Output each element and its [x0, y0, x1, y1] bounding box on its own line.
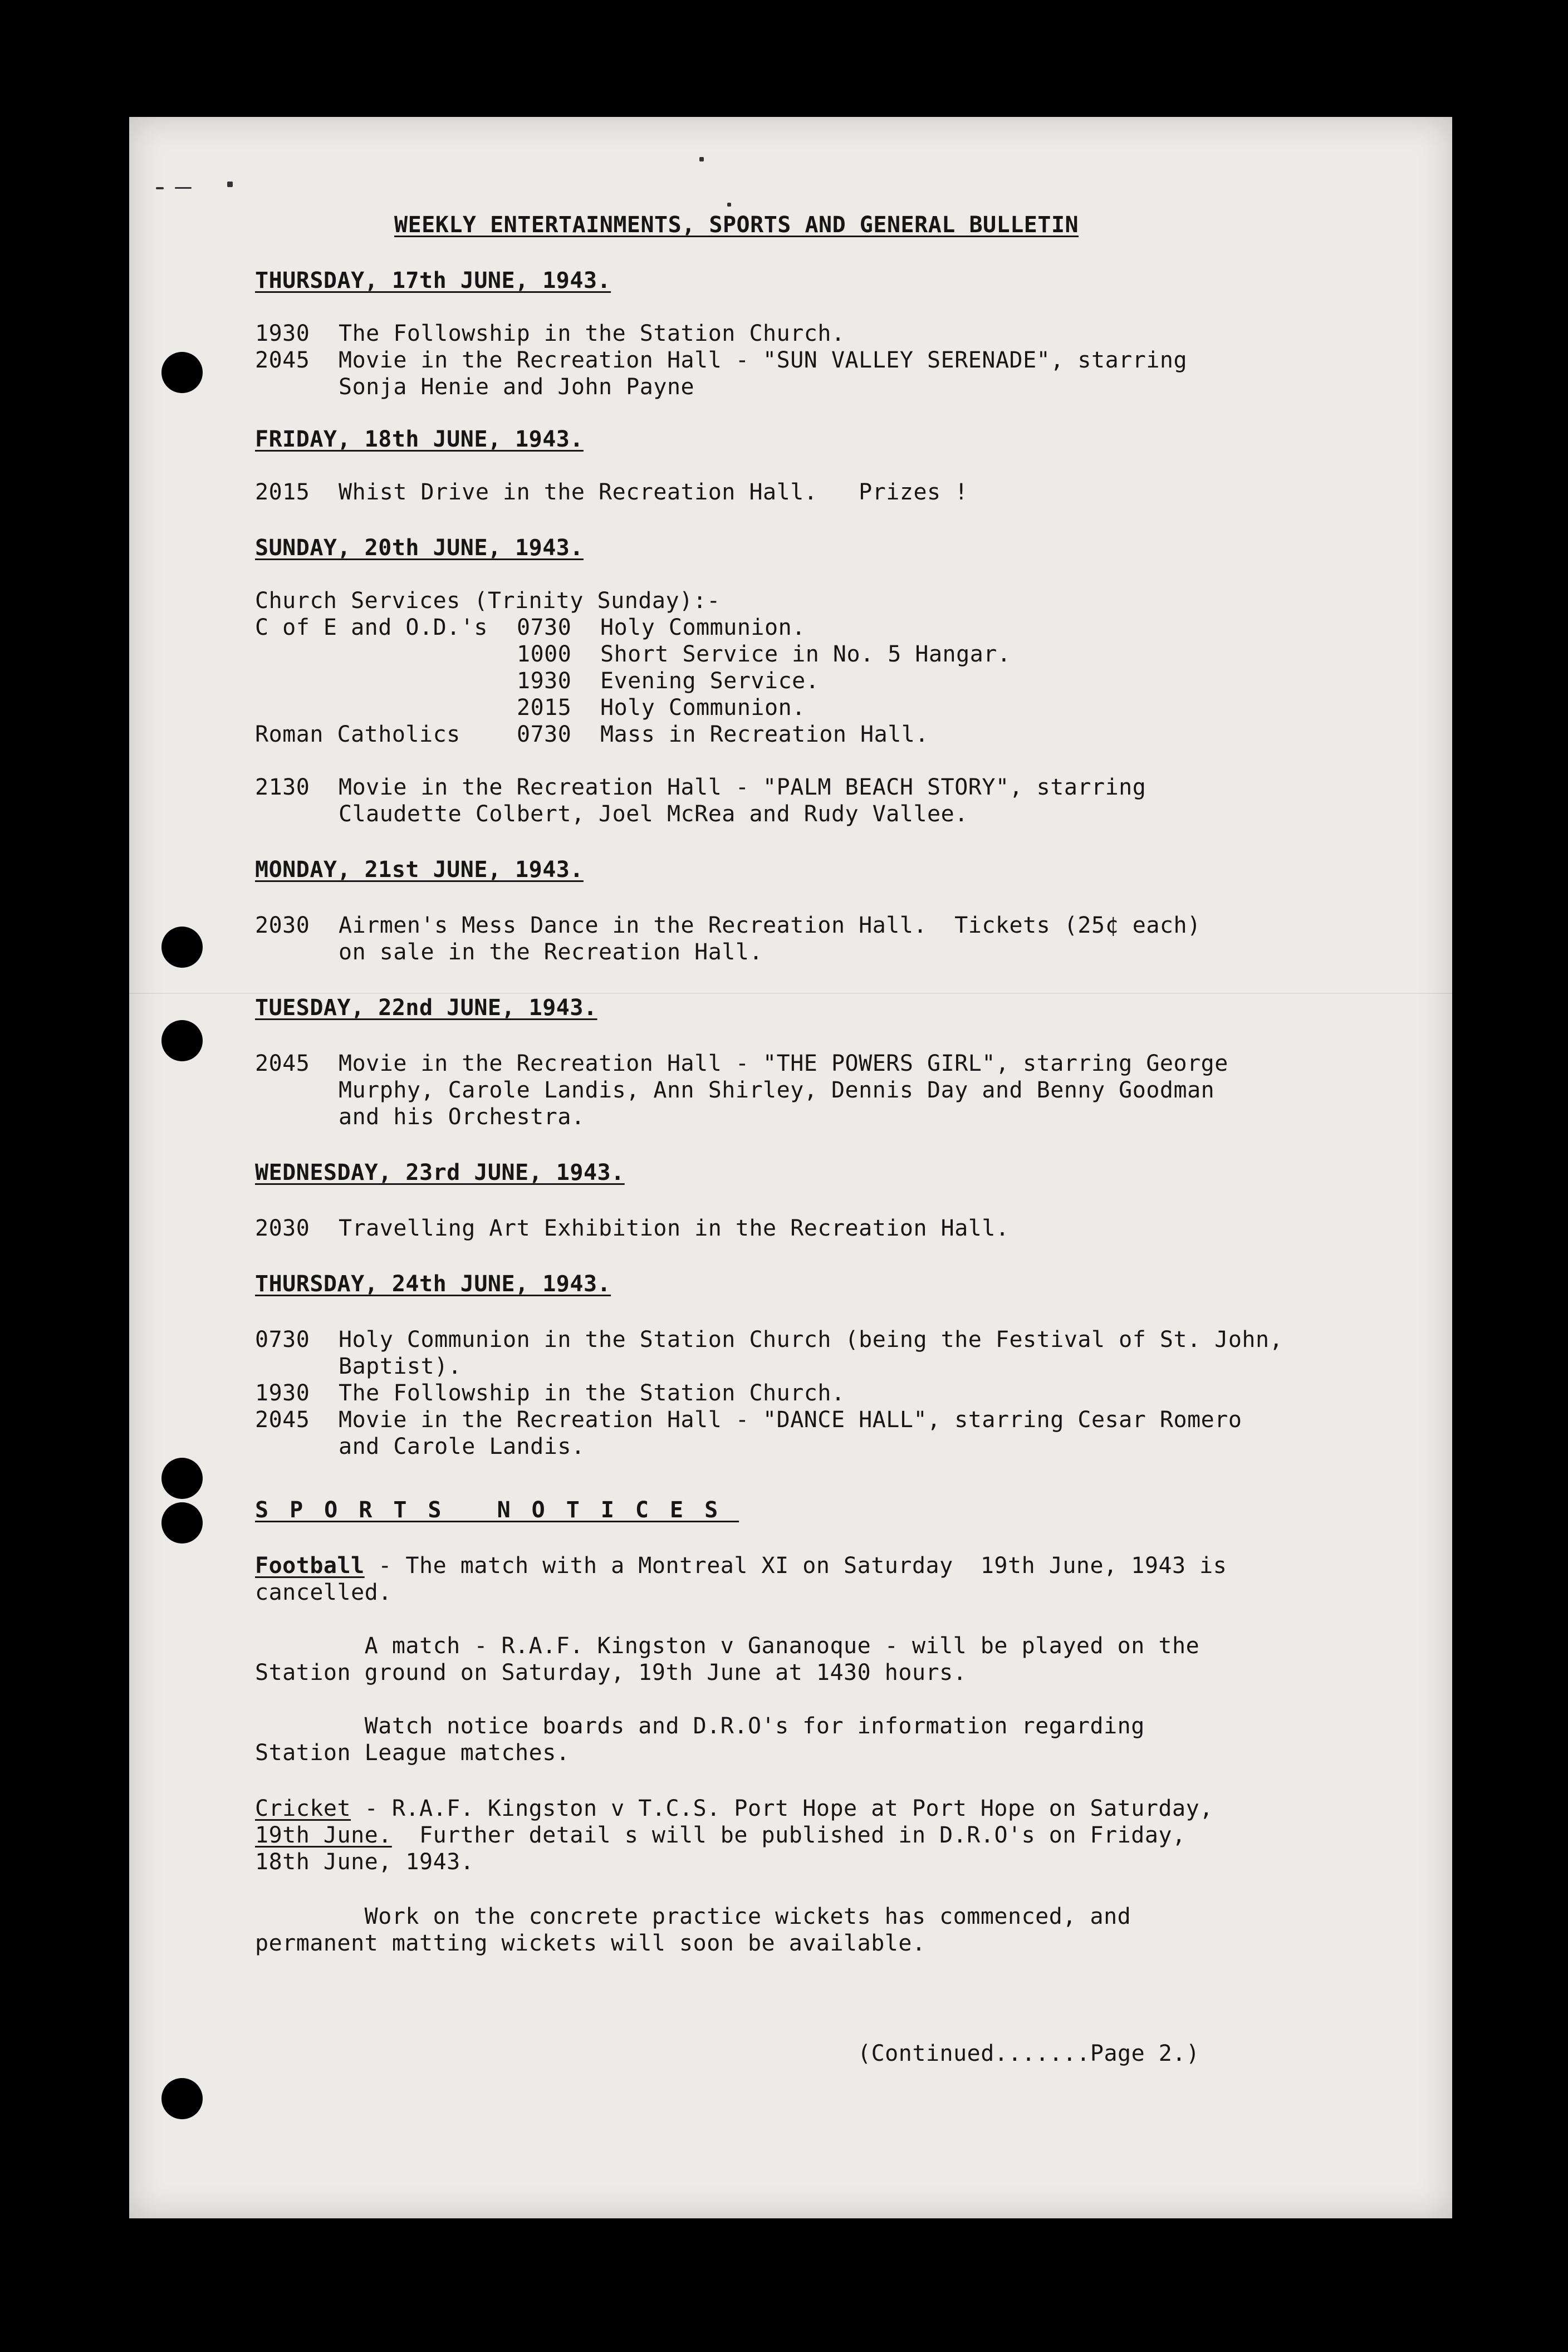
entry-continuation: Sonja Henie and John Payne — [339, 374, 695, 400]
service-time: 0730 — [517, 722, 572, 747]
service-row — [255, 641, 1011, 668]
entry-text: The Followship in the Station Church. — [339, 321, 845, 346]
entry-text: Movie in the Recreation Hall - "THE POWERS GIRL", starring George — [339, 1051, 1228, 1076]
day-heading: TUESDAY, 22nd JUNE, 1943. — [255, 995, 597, 1021]
entry-text: Travelling Art Exhibition in the Recreation Hall. — [339, 1216, 1010, 1241]
service-row — [255, 721, 929, 748]
entry-text: Holy Communion in the Station Church (being the Festival of St. John, — [339, 1327, 1283, 1353]
day-heading: MONDAY, 21st JUNE, 1943. — [255, 857, 584, 883]
schedule-entry — [255, 1380, 845, 1407]
service-text: Holy Communion. — [600, 695, 806, 721]
continued-note: (Continued.......Page 2.) — [857, 2041, 1200, 2066]
entry-continuation: and his Orchestra. — [339, 1104, 585, 1130]
entry-text: Movie in the Recreation Hall - "PALM BEACH STORY", starring — [339, 775, 1146, 800]
day-heading: THURSDAY, 24th JUNE, 1943. — [255, 1271, 611, 1297]
cricket-label: Cricket — [255, 1796, 351, 1821]
entry-continuation: Baptist). — [339, 1354, 462, 1379]
church-services-title: Church Services (Trinity Sunday):- — [255, 588, 721, 614]
entry-text: Movie in the Recreation Hall - "DANCE HALL", starring Cesar Romero — [339, 1407, 1242, 1433]
match-notice: A match - R.A.F. Kingston v Gananoque - will be played on the — [255, 1633, 1200, 1659]
entry-text: The Followship in the Station Church. — [339, 1380, 845, 1406]
entry-time: 1930 — [255, 321, 310, 346]
entry-time: 2130 — [255, 775, 310, 800]
football-text: - The match with a Montreal XI on Saturday 19th June, 1943 is — [364, 1553, 1227, 1579]
entry-time: 2045 — [255, 347, 310, 373]
schedule-entry — [255, 347, 1187, 374]
entry-time: 2045 — [255, 1051, 310, 1076]
service-row — [255, 668, 819, 694]
bulletin-text — [129, 117, 1452, 2218]
entry-time: 2015 — [255, 479, 310, 505]
football-text-cont: cancelled. — [255, 1580, 392, 1605]
service-text: Evening Service. — [600, 668, 820, 694]
entry-text: Movie in the Recreation Hall - "SUN VALLEY SERENADE", starring — [339, 347, 1188, 373]
cricket-text-cont — [255, 1822, 1186, 1849]
football-label: Football — [255, 1553, 365, 1579]
service-row — [255, 614, 806, 641]
cricket-notice — [255, 1795, 1213, 1822]
entry-continuation: Murphy, Carole Landis, Ann Shirley, Dennis Day and Benny Goodman — [339, 1077, 1215, 1103]
wickets-notice: Work on the concrete practice wickets has commenced, and — [255, 1904, 1131, 1929]
service-time: 2015 — [517, 695, 572, 721]
schedule-entry — [255, 1050, 1228, 1077]
day-heading: THURSDAY, 17th JUNE, 1943. — [255, 268, 611, 293]
service-time: 1930 — [517, 668, 572, 694]
entry-time: 0730 — [255, 1327, 310, 1353]
day-heading: FRIDAY, 18th JUNE, 1943. — [255, 427, 584, 452]
cricket-text-cont: 18th June, 1943. — [255, 1849, 474, 1875]
service-time: 0730 — [517, 615, 572, 640]
entry-text: Airmen's Mess Dance in the Recreation Hall. Tickets (25¢ each) — [339, 913, 1201, 938]
football-notice — [255, 1552, 1227, 1579]
schedule-entry — [255, 479, 968, 506]
entry-time: 1930 — [255, 1380, 310, 1406]
service-group: Roman Catholics — [255, 722, 460, 747]
service-text: Short Service in No. 5 Hangar. — [600, 641, 1011, 667]
cricket-text: - R.A.F. Kingston v T.C.S. Port Hope at Port Hope on Saturday, — [351, 1796, 1213, 1821]
entry-time: 2030 — [255, 913, 310, 938]
service-text: Holy Communion. — [600, 615, 806, 640]
league-notice-cont: Station League matches. — [255, 1740, 570, 1766]
entry-continuation: Claudette Colbert, Joel McRea and Rudy Vallee. — [339, 801, 968, 827]
match-notice-cont: Station ground on Saturday, 19th June at 1430 hours. — [255, 1660, 967, 1685]
schedule-entry — [255, 1407, 1242, 1433]
schedule-entry — [255, 320, 845, 347]
service-text: Mass in Recreation Hall. — [600, 722, 929, 747]
schedule-entry — [255, 1326, 1283, 1353]
service-group: C of E and O.D.'s — [255, 615, 488, 640]
schedule-entry — [255, 1215, 1010, 1242]
schedule-entry — [255, 912, 1201, 939]
document-page — [129, 117, 1452, 2218]
day-heading: SUNDAY, 20th JUNE, 1943. — [255, 535, 584, 561]
schedule-entry — [255, 774, 1146, 801]
entry-continuation: on sale in the Recreation Hall. — [339, 939, 763, 965]
bulletin-title: WEEKLY ENTERTAINMENTS, SPORTS AND GENERAL BULLETIN — [394, 212, 1079, 238]
entry-text: Whist Drive in the Recreation Hall. Prizes ! — [339, 479, 968, 505]
day-heading: WEDNESDAY, 23rd JUNE, 1943. — [255, 1160, 625, 1185]
entry-time: 2030 — [255, 1216, 310, 1241]
entry-continuation: and Carole Landis. — [339, 1434, 585, 1459]
league-notice: Watch notice boards and D.R.O's for information regarding — [255, 1713, 1145, 1739]
cricket-date: 19th June. — [255, 1822, 392, 1848]
sports-notices-heading: SPORTS NOTICES — [255, 1497, 739, 1523]
entry-time: 2045 — [255, 1407, 310, 1433]
wickets-notice-cont: permanent matting wickets will soon be available. — [255, 1930, 926, 1956]
cricket-detail: Further detail s will be published in D.R.O's on Friday, — [391, 1822, 1186, 1848]
service-time: 1000 — [517, 641, 572, 667]
service-row — [255, 694, 806, 721]
